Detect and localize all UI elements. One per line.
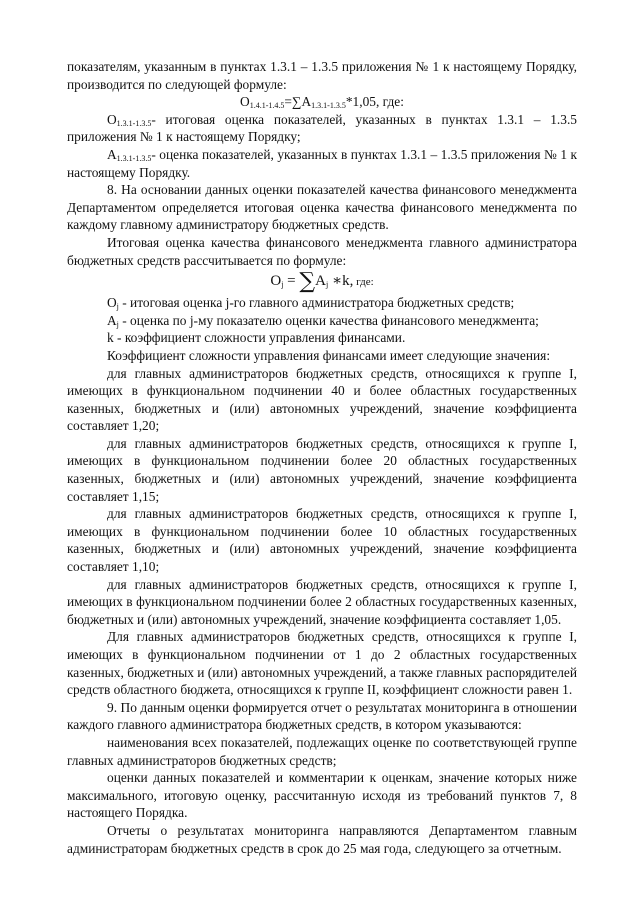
paragraph-intro: показателям, указанным в пунктах 1.3.1 – 1.3.5 приложения № 1 к настоящему Порядку, производится по следующей формуле: (67, 59, 577, 92)
report-list-item-1: наименования всех показателей, подлежащих оценке по соответствующей группе главных администраторов бюджетных средств; (67, 734, 577, 768)
legend-oj (67, 294, 577, 312)
legend-text: - оценка по j-му показателю оценки качества финансового менеджмента; (118, 312, 539, 328)
legend-aj (67, 312, 577, 330)
paragraph-9: 9. По данным оценки формируется отчет о результатах мониторинга в отношении каждого главного администратора бюджетных средств, в котором указываются: (67, 699, 577, 733)
formula-o-141 (67, 93, 577, 111)
definition-symbol: А (107, 146, 117, 162)
definition-a (67, 146, 577, 181)
definition-o (67, 111, 577, 146)
definition-text: - итоговая оценка показателей, указанных в пунктах 1.3.1 – 1.3.5 приложения № 1 к настоящему Порядку; (67, 111, 577, 145)
formula-oj (67, 269, 577, 294)
formula-subscript: j (281, 280, 284, 290)
legend-symbol: А (107, 312, 117, 328)
formula-subscript: j (325, 280, 329, 290)
coefficient-item-4: для главных администраторов бюджетных средств, относящихся к группе I, имеющих в функциональном подчинении более 2 областных государственных казенных, бюджетных и (или) автономных учреждений, значение коэффициента составляет 1,05. (67, 576, 577, 627)
paragraph-final: Отчеты о результатах мониторинга направляются Департаментом главным администраторам бюджетных средств в срок до 25 мая года, следующего за отчетным. (67, 822, 577, 856)
report-list-item-2: оценки данных показателей и комментарии к оценкам, значение которых ниже максимального, итоговую оценку, рассчитанную исходя из требований пунктов 7, 8 настоящего Порядка. (67, 770, 577, 821)
legend-text: - итоговая оценка j-го главного администратора бюджетных средств; (118, 295, 515, 311)
coefficient-intro: Коэффициент сложности управления финансами имеет следующие значения: (107, 347, 551, 363)
definition-subscript: 1.3.1-1.3.5 (116, 153, 152, 163)
formula-subscript: 1.4.1-1.4.5 (249, 101, 285, 111)
formula-sum: =∑А (284, 94, 312, 110)
definition-symbol: О (107, 111, 117, 127)
legend-subscript: j (116, 319, 119, 329)
definition-text: - оценка показателей, указанных в пунктах 1.3.1 – 1.3.5 приложения № 1 к настоящему Порядку. (67, 146, 577, 180)
sum-icon: ∑ (299, 269, 316, 295)
coefficient-item-3: для главных администраторов бюджетных средств, относящихся к группе I, имеющих в функциональном подчинении более 10 областных государственных казенных, бюджетных и (или) автономных учреждений, значение коэффициента составляет 1,10; (67, 506, 577, 575)
formula-tail: ∗k, (328, 273, 354, 290)
definition-subscript: 1.3.1-1.3.5 (116, 118, 152, 128)
formula-symbol: О (240, 94, 250, 110)
formula-symbol: A (315, 273, 326, 290)
legend-subscript: j (116, 302, 119, 312)
document-page (67, 58, 577, 857)
formula-symbol: O (270, 273, 282, 290)
formula-where: где: (353, 276, 374, 289)
coefficient-item-5: Для главных администраторов бюджетных средств, относящихся к группе I, имеющих в функциональном подчинении от 1 до 2 областных государственных казенных, бюджетных и (или) автономных учреждений, а также главных распорядителей средств областного бюджета, относящихся к группе II, коэффициент сложности равен 1. (67, 629, 577, 698)
formula-tail: *1,05, где: (345, 94, 404, 110)
coefficient-item-1: для главных администраторов бюджетных средств, относящихся к группе I, имеющих в функциональном подчинении 40 и более областных государственных казенных, бюджетных и (или) автономных учреждений, значение коэффициента составляет 1,20; (67, 365, 577, 434)
paragraph-itogovaya: Итоговая оценка качества финансового менеджмента главного администратора бюджетных средств рассчитывается по формуле: (67, 234, 577, 268)
paragraph-8: 8. На основании данных оценки показателей качества финансового менеджмента Департаментом определяется итоговая оценка качества финансового менеджмента по каждому главному администратору бюджетных средств. (67, 182, 577, 233)
formula-equals: = (283, 273, 300, 290)
legend-k: k - коэффициент сложности управления финансами. (107, 330, 406, 346)
legend-symbol: О (107, 295, 117, 311)
formula-subscript: 1.3.1-1.3.5 (311, 101, 346, 111)
coefficient-item-2: для главных администраторов бюджетных средств, относящихся к группе I, имеющих в функциональном подчинении более 20 областных государственных казенных, бюджетных и (или) автономных учреждений, значение коэффициента составляет 1,15; (67, 435, 577, 504)
